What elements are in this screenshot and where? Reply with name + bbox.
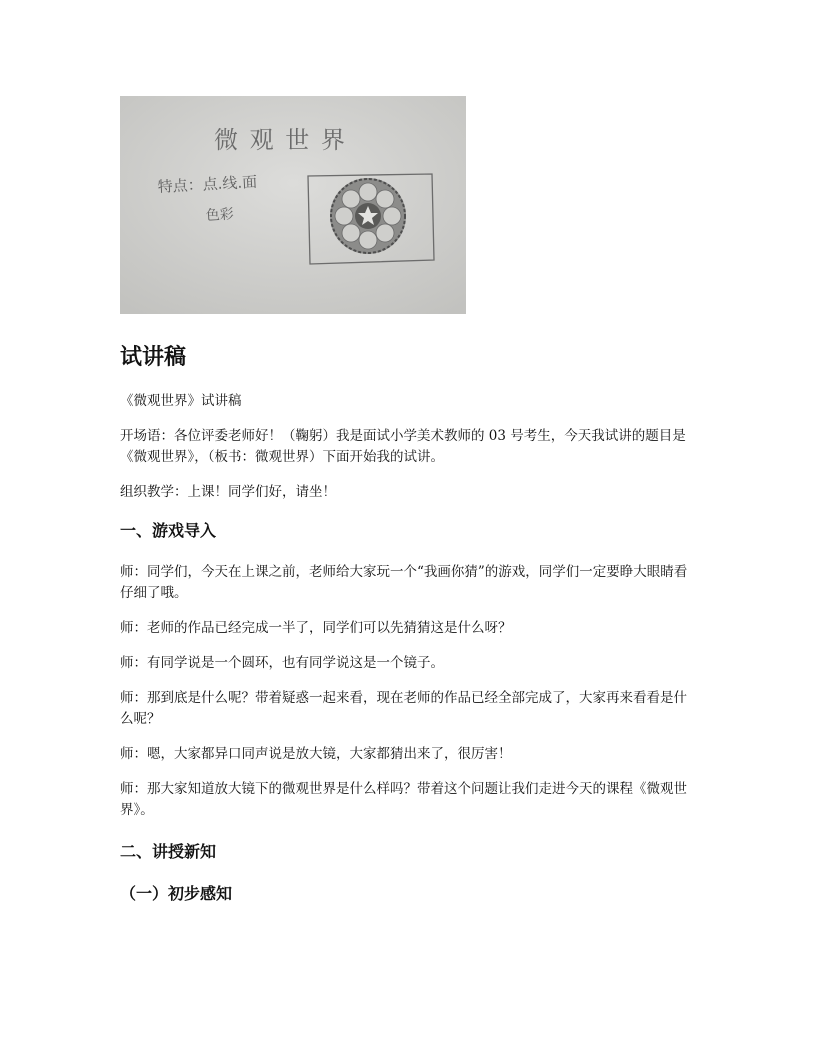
- organize-paragraph: 组织教学：上课！同学们好，请坐！: [120, 484, 336, 500]
- section1-paragraph: 师：同学们，今天在上课之前，老师给大家玩一个“我画你猜”的游戏，同学们一定要睁大眼睛看仔细了哦。: [120, 564, 688, 601]
- section2-title: 二、讲授新知: [120, 842, 217, 861]
- sketch-image: [120, 96, 466, 314]
- intro-paragraph: 开场语：各位评委老师好！（鞠躬）我是面试小学美术教师的 03 号考生，今天我试讲的题目是《微观世界》，（板书：微观世界）下面开始我的试讲。: [120, 428, 686, 465]
- doc-heading: 试讲稿: [120, 345, 187, 370]
- subsection1-title: （一）初步感知: [120, 884, 233, 903]
- section1-paragraph: 师：那大家知道放大镜下的微观世界是什么样吗？带着这个问题让我们走进今天的课程《微观世界》。: [120, 781, 687, 818]
- handwritten-notes-line1: 特点：点.线.面: [157, 172, 258, 196]
- section1-paragraph: 师：有同学说是一个圆环，也有同学说这是一个镜子。: [120, 655, 444, 671]
- blackboard-photo: [120, 96, 466, 314]
- section1-paragraph: 师：老师的作品已经完成一半了，同学们可以先猜猜这是什么呀？: [120, 620, 512, 636]
- section1-title: 一、游戏导入: [120, 521, 217, 540]
- document-page: [120, 96, 700, 905]
- section1-paragraph: 师：嗯，大家都异口同声说是放大镜，大家都猜出来了，很厉害！: [120, 746, 512, 762]
- doc-subtitle: 《微观世界》试讲稿: [120, 393, 242, 409]
- handwritten-title: 微 观 世 界: [214, 126, 347, 154]
- section1-paragraph: 师：那到底是什么呢？带着疑惑一起来看，现在老师的作品已经全部完成了，大家再来看看是什么呢？: [120, 690, 687, 727]
- handwritten-notes-line2: 色彩: [205, 206, 235, 224]
